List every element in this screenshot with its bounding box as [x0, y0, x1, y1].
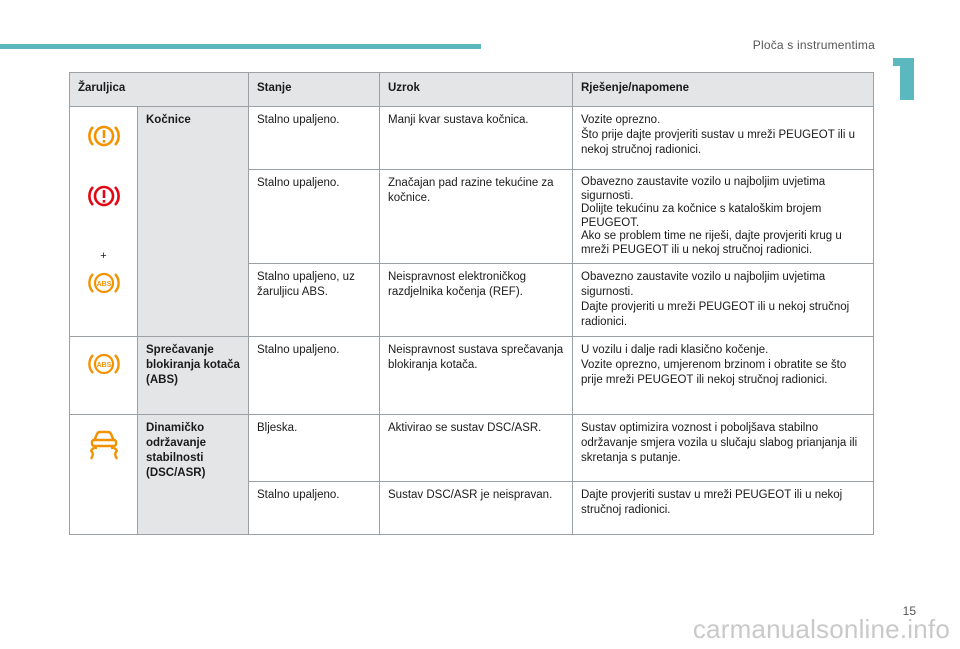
column-header-state: Stanje	[249, 73, 380, 107]
abs-icon	[85, 349, 123, 379]
dsc-row2-cause: Sustav DSC/ASR je neispravan.	[380, 482, 573, 535]
column-header-lamp: Žaruljica	[70, 73, 249, 107]
abs-name: Sprečavanje blokiranja kotača (ABS)	[138, 337, 249, 415]
table-row	[70, 107, 874, 170]
solution-line: Vozite oprezno.	[581, 114, 661, 126]
dsc-row2-state: Stalno upaljeno.	[249, 482, 380, 535]
solution-line: Vozite oprezno, umjerenom brzinom i obratite se što prije mreži PEUGEOT ili nekoj stručnoj radionici.	[581, 359, 847, 386]
solution-line: Dolijte tekućinu za kočnice s kataloškim brojem PEUGEOT.	[581, 203, 822, 229]
page-number: 15	[902, 604, 916, 618]
section-title: Ploča s instrumentima	[752, 38, 875, 52]
chapter-number-marker	[900, 58, 914, 100]
column-header-solution: Rješenje/napomene	[573, 73, 874, 107]
dsc-name: Dinamičko održavanje stabilnosti (DSC/ASR)	[138, 415, 249, 535]
abs-icon	[85, 268, 123, 298]
brakes-row2-state: Stalno upaljeno.	[249, 170, 380, 264]
brakes-row1-cause: Manji kvar sustava kočnica.	[380, 107, 573, 170]
brake-warning-red-icon	[85, 181, 123, 211]
dsc-icon-cell	[70, 415, 138, 535]
dsc-row2-solution	[573, 482, 874, 535]
plus-sign: +	[100, 250, 107, 262]
solution-line: U vozilu i dalje radi klasično kočenje.	[581, 344, 769, 356]
column-header-cause: Uzrok	[380, 73, 573, 107]
watermark: carmanualsonline.info	[692, 614, 950, 644]
solution-line: Što prije dajte provjeriti sustav u mreži PEUGEOT ili u nekoj stručnoj radionici.	[581, 129, 855, 156]
abs-row1-cause: Neispravnost sustava sprečavanja blokiranja kotača.	[380, 337, 573, 415]
abs-row1-state: Stalno upaljeno.	[249, 337, 380, 415]
solution-line: Sustav optimizira voznost i poboljšava stabilno održavanje smjera vozila u slučaju slabog prianjanja ili skretanja s putanje.	[581, 422, 858, 464]
solution-line: Obavezno zaustavite vozilo u najboljim uvjetima sigurnosti.	[581, 176, 826, 202]
brakes-row2-cause: Značajan pad razine tekućine za kočnice.	[380, 170, 573, 264]
solution-line: Dajte provjeriti sustav u mreži PEUGEOT ili u nekoj stručnoj radionici.	[581, 489, 843, 516]
brakes-row3-cause: Neispravnost elektroničkog razdjelnika kočenja (REF).	[380, 264, 573, 337]
solution-line: Ako se problem time ne riješi, dajte provjeriti krug u mreži PEUGEOT ili u nekoj stručnoj radionici.	[581, 230, 842, 256]
svg-text:ABS: ABS	[96, 362, 111, 369]
abs-icon-cell	[70, 337, 138, 415]
brakes-row3-solution	[573, 264, 874, 337]
brakes-row1-state: Stalno upaljeno.	[249, 107, 380, 170]
brakes-row3-state: Stalno upaljeno, uz žaruljicu ABS.	[249, 264, 380, 337]
solution-line: Obavezno zaustavite vozilo u najboljim uvjetima sigurnosti.	[581, 271, 826, 298]
brakes-row1-solution	[573, 107, 874, 170]
abs-row1-solution	[573, 337, 874, 415]
brakes-icon-cell	[70, 107, 138, 337]
table-row	[70, 415, 874, 482]
warning-lamps-table	[69, 72, 874, 535]
svg-text:ABS: ABS	[96, 281, 111, 288]
table-header-row	[70, 73, 874, 107]
dsc-row1-cause: Aktivirao se sustav DSC/ASR.	[380, 415, 573, 482]
header-accent-bar	[0, 44, 481, 49]
dsc-row1-solution	[573, 415, 874, 482]
table-row	[70, 337, 874, 415]
dsc-row1-state: Bljeska.	[249, 415, 380, 482]
stability-control-icon	[85, 427, 123, 457]
brakes-name: Kočnice	[138, 107, 249, 337]
brake-warning-orange-icon	[85, 121, 123, 151]
solution-line: Dajte provjeriti u mreži PEUGEOT ili u nekoj stručnoj radionici.	[581, 301, 850, 328]
brakes-row2-solution	[573, 170, 874, 264]
